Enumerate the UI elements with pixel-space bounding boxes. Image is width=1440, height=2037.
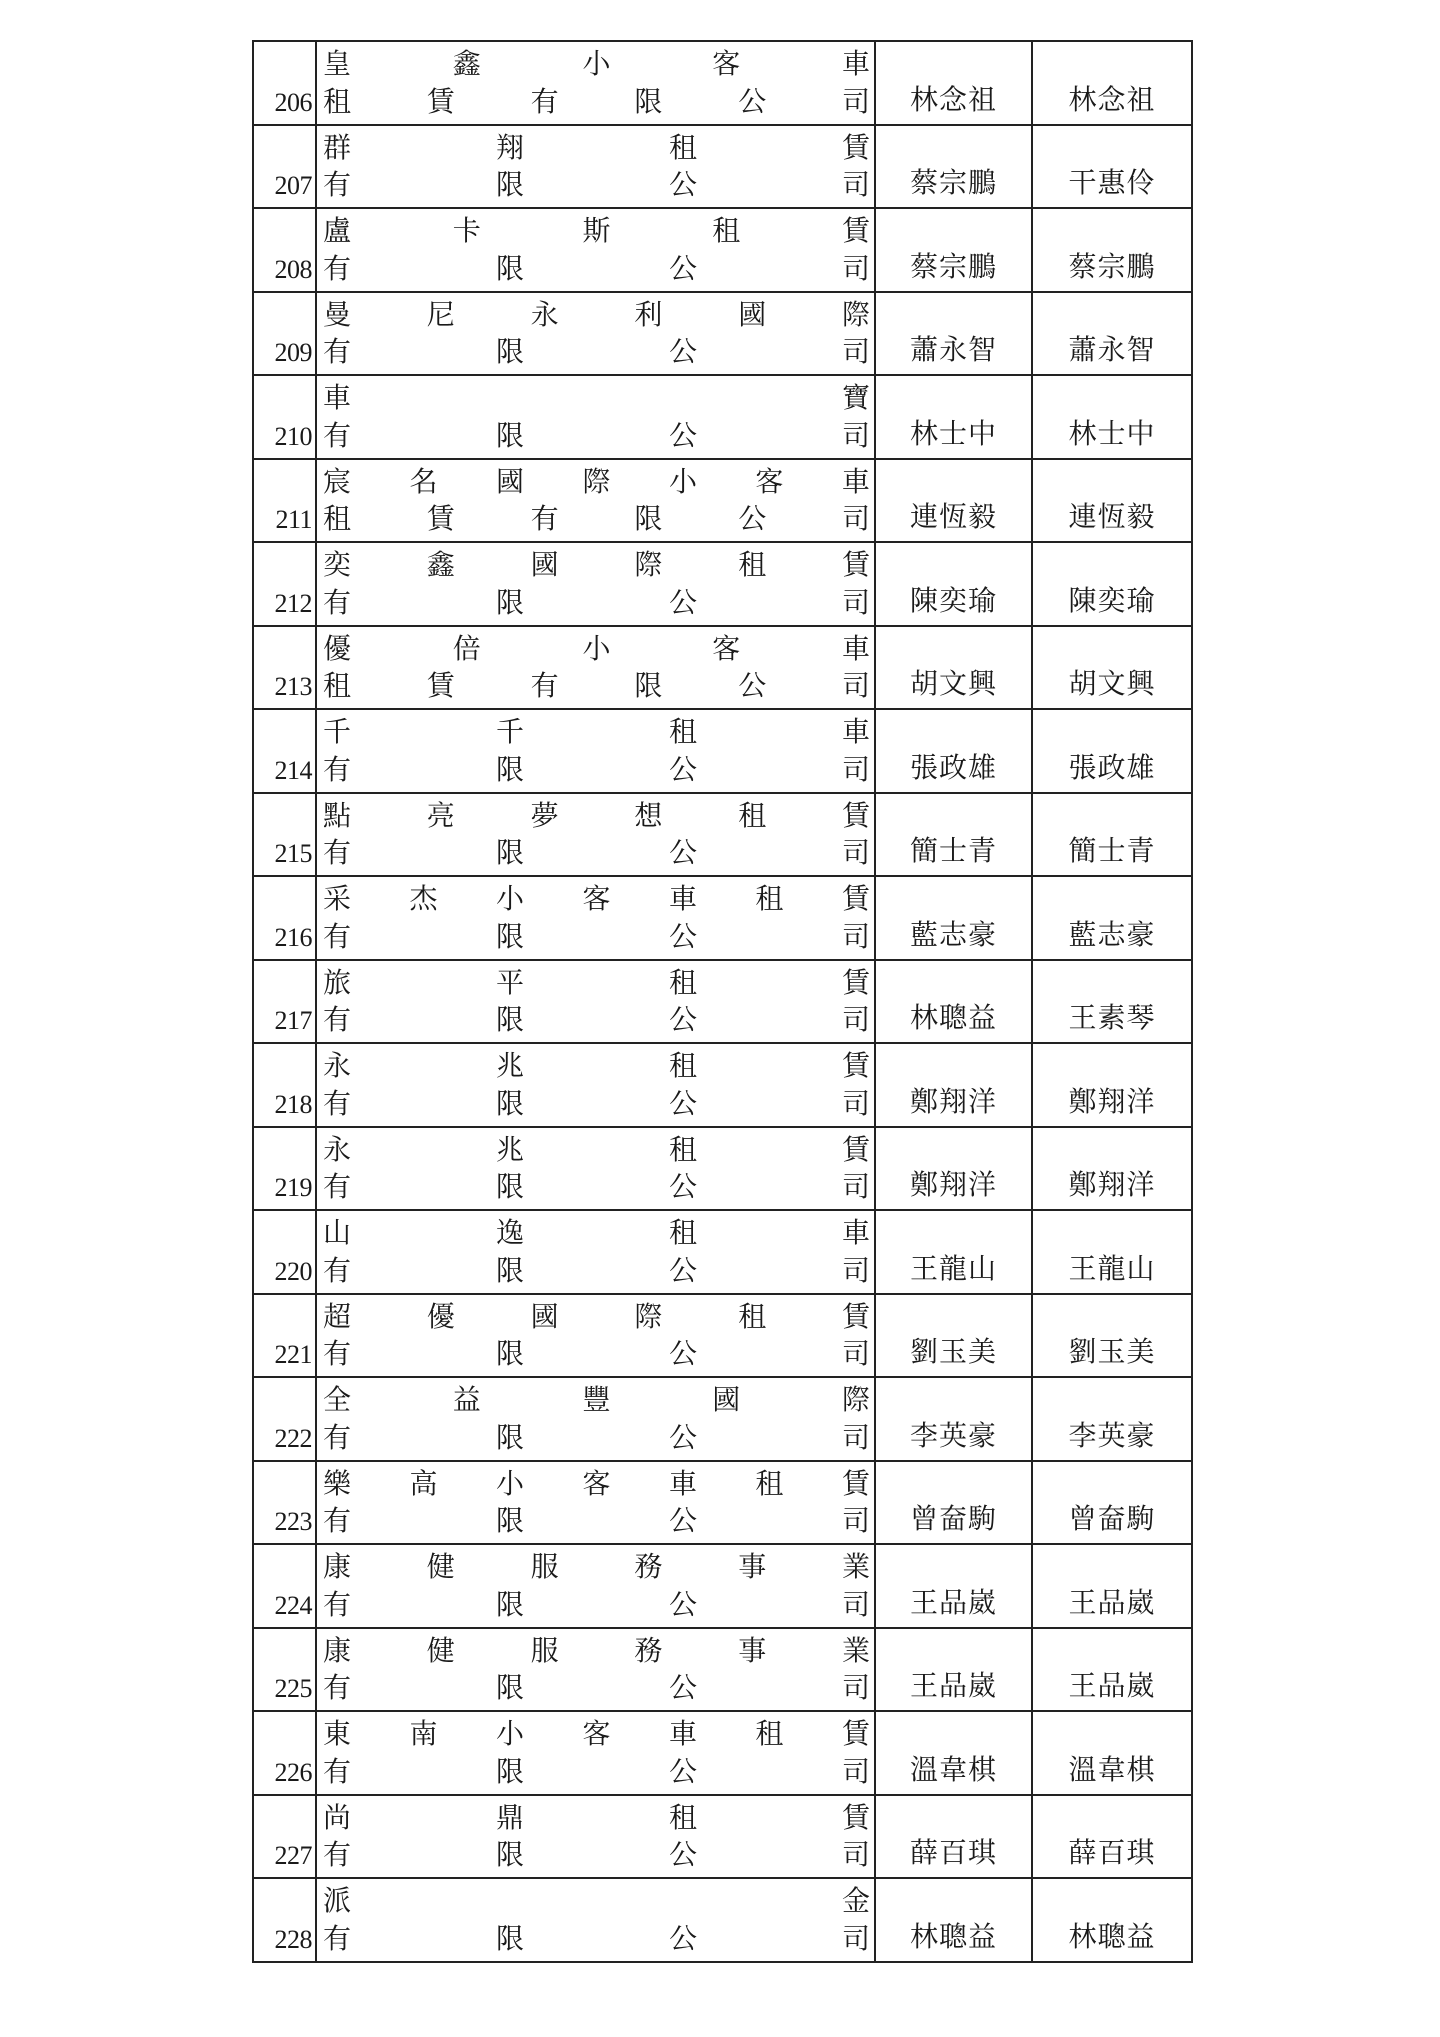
- representative-name: 曾奤駒: [876, 1462, 1033, 1544]
- company-name-line2: 有 限 公 司: [323, 585, 870, 619]
- table-row: [254, 293, 1193, 377]
- company-name: [317, 1295, 876, 1377]
- row-number: 217: [254, 961, 317, 1043]
- table-row: [254, 710, 1193, 794]
- company-name-line1: 千 千 租 車: [323, 715, 870, 748]
- table-row: [254, 1211, 1193, 1295]
- company-name-line1: 奕 鑫 國 際 租 賃: [323, 548, 870, 581]
- contact-name: 曾奤駒: [1033, 1462, 1193, 1544]
- company-name: [317, 209, 876, 291]
- row-number: 221: [254, 1295, 317, 1377]
- table-row: [254, 1128, 1193, 1212]
- company-name-line2: 有 限 公 司: [323, 1086, 870, 1120]
- table-row: [254, 877, 1193, 961]
- company-name-line2: 有 限 公 司: [323, 1504, 870, 1537]
- company-name-line2: 有 限 公 司: [323, 1838, 870, 1871]
- contact-name: 連恆毅: [1033, 460, 1193, 542]
- contact-name: 王素琴: [1033, 961, 1193, 1043]
- company-name-line2: 有 限 公 司: [323, 1337, 870, 1370]
- row-number: 209: [254, 293, 317, 375]
- table-row: [254, 1462, 1193, 1546]
- company-name: [317, 877, 876, 959]
- contact-name: 王品崴: [1033, 1629, 1193, 1711]
- representative-name: 王龍山: [876, 1211, 1033, 1293]
- company-name: [317, 1712, 876, 1794]
- representative-name: 藍志豪: [876, 877, 1033, 959]
- company-name-line1: 康 健 服 務 事 業: [323, 1550, 870, 1583]
- representative-name: 林念祖: [876, 42, 1033, 124]
- contact-name: 溫韋棋: [1033, 1712, 1193, 1794]
- representative-name: 林聰益: [876, 1879, 1033, 1961]
- company-name-line2: 有 限 公 司: [323, 1003, 870, 1036]
- row-number: 212: [254, 543, 317, 625]
- table-row: [254, 961, 1193, 1045]
- row-number: 206: [254, 42, 317, 124]
- company-name-line2: 有 限 公 司: [323, 752, 870, 786]
- table-row: [254, 627, 1193, 711]
- row-number: 223: [254, 1462, 317, 1544]
- contact-name: 林聰益: [1033, 1879, 1193, 1961]
- table-row: [254, 1545, 1193, 1629]
- company-name-line1: 超 優 國 際 租 賃: [323, 1299, 870, 1333]
- company-name: [317, 1545, 876, 1627]
- representative-name: 蔡宗鵬: [876, 209, 1033, 291]
- row-number: 225: [254, 1629, 317, 1711]
- company-name-line2: 有 限 公 司: [323, 1754, 870, 1788]
- representative-name: 王品崴: [876, 1629, 1033, 1711]
- row-number: 207: [254, 126, 317, 208]
- contact-name: 胡文興: [1033, 627, 1193, 709]
- company-name-line1: 尚 鼎 租 賃: [323, 1800, 870, 1834]
- company-name: [317, 376, 876, 458]
- contact-name: 陳奕瑜: [1033, 543, 1193, 625]
- company-name-line1: 派 金: [323, 1884, 870, 1917]
- row-number: 222: [254, 1378, 317, 1460]
- company-name-line1: 曼 尼 永 利 國 際: [323, 297, 870, 331]
- table-row: [254, 42, 1193, 126]
- company-name-line2: 有 限 公 司: [323, 919, 870, 953]
- company-name: [317, 1211, 876, 1293]
- contact-name: 薛百琪: [1033, 1796, 1193, 1878]
- row-number: 224: [254, 1545, 317, 1627]
- table-row: [254, 1044, 1193, 1128]
- company-name-line1: 皇 鑫 小 客 車: [323, 47, 870, 80]
- representative-name: 林士中: [876, 376, 1033, 458]
- representative-name: 蕭永智: [876, 293, 1033, 375]
- row-number: 218: [254, 1044, 317, 1126]
- company-name-line1: 東 南 小 客 車 租 賃: [323, 1717, 870, 1750]
- contact-name: 鄭翔洋: [1033, 1044, 1193, 1126]
- company-name-line1: 全 益 豐 國 際: [323, 1383, 870, 1416]
- company-name-line1: 永 兆 租 賃: [323, 1132, 870, 1166]
- company-name-line2: 有 限 公 司: [323, 418, 870, 452]
- company-name: [317, 627, 876, 709]
- company-name: [317, 293, 876, 375]
- company-name: [317, 1462, 876, 1544]
- representative-name: 李英豪: [876, 1378, 1033, 1460]
- company-name-line1: 群 翔 租 賃: [323, 130, 870, 164]
- table-row: [254, 126, 1193, 210]
- representative-name: 張政雄: [876, 710, 1033, 792]
- company-name: [317, 794, 876, 876]
- company-name: [317, 543, 876, 625]
- representative-name: 蔡宗鵬: [876, 126, 1033, 208]
- contact-name: 王品崴: [1033, 1545, 1193, 1627]
- table-row: [254, 1712, 1193, 1796]
- table-row: [254, 1629, 1193, 1713]
- company-name: [317, 126, 876, 208]
- contact-name: 鄭翔洋: [1033, 1128, 1193, 1210]
- company-name-line2: 有 限 公 司: [323, 1587, 870, 1621]
- row-number: 214: [254, 710, 317, 792]
- company-name-line2: 有 限 公 司: [323, 1170, 870, 1203]
- representative-name: 溫韋棋: [876, 1712, 1033, 1794]
- company-name: [317, 1378, 876, 1460]
- table-row: [254, 1295, 1193, 1379]
- contact-name: 林念祖: [1033, 42, 1193, 124]
- company-name: [317, 961, 876, 1043]
- company-name-line2: 有 限 公 司: [323, 1253, 870, 1287]
- company-name: [317, 1128, 876, 1210]
- company-name-line1: 旅 平 租 賃: [323, 965, 870, 999]
- table-row: [254, 460, 1193, 544]
- company-name-line1: 康 健 服 務 事 業: [323, 1633, 870, 1667]
- company-name-line2: 租 賃 有 限 公 司: [323, 669, 870, 702]
- row-number: 220: [254, 1211, 317, 1293]
- table-row: [254, 794, 1193, 878]
- contact-name: 干惠伶: [1033, 126, 1193, 208]
- company-name: [317, 1629, 876, 1711]
- company-name-line1: 車 寶: [323, 381, 870, 414]
- row-number: 213: [254, 627, 317, 709]
- representative-name: 劉玉美: [876, 1295, 1033, 1377]
- company-name-line2: 有 限 公 司: [323, 836, 870, 869]
- contact-name: 簡士青: [1033, 794, 1193, 876]
- company-table: [252, 40, 1193, 1963]
- company-name-line2: 租 賃 有 限 公 司: [323, 502, 870, 535]
- contact-name: 張政雄: [1033, 710, 1193, 792]
- company-name-line1: 山 逸 租 車: [323, 1216, 870, 1249]
- company-name-line1: 點 亮 夢 想 租 賃: [323, 798, 870, 832]
- representative-name: 鄭翔洋: [876, 1128, 1033, 1210]
- contact-name: 蔡宗鵬: [1033, 209, 1193, 291]
- table-row: [254, 1879, 1193, 1963]
- company-name-line2: 有 限 公 司: [323, 1921, 870, 1955]
- table-row: [254, 376, 1193, 460]
- contact-name: 李英豪: [1033, 1378, 1193, 1460]
- row-number: 227: [254, 1796, 317, 1878]
- company-name-line1: 樂 高 小 客 車 租 賃: [323, 1466, 870, 1500]
- representative-name: 王品崴: [876, 1545, 1033, 1627]
- company-name: [317, 710, 876, 792]
- row-number: 219: [254, 1128, 317, 1210]
- company-name-line2: 有 限 公 司: [323, 1420, 870, 1454]
- table-row: [254, 1796, 1193, 1880]
- company-name-line1: 采 杰 小 客 車 租 賃: [323, 882, 870, 915]
- company-name: [317, 1879, 876, 1961]
- company-name-line2: 有 限 公 司: [323, 335, 870, 368]
- row-number: 210: [254, 376, 317, 458]
- representative-name: 陳奕瑜: [876, 543, 1033, 625]
- company-name: [317, 1796, 876, 1878]
- row-number: 211: [254, 460, 317, 542]
- row-number: 228: [254, 1879, 317, 1961]
- company-name-line2: 有 限 公 司: [323, 251, 870, 285]
- row-number: 216: [254, 877, 317, 959]
- row-number: 208: [254, 209, 317, 291]
- company-name: [317, 460, 876, 542]
- company-name-line2: 租 賃 有 限 公 司: [323, 84, 870, 118]
- company-name-line1: 優 倍 小 客 車: [323, 631, 870, 665]
- representative-name: 連恆毅: [876, 460, 1033, 542]
- contact-name: 藍志豪: [1033, 877, 1193, 959]
- company-name-line2: 有 限 公 司: [323, 168, 870, 201]
- company-name: [317, 1044, 876, 1126]
- row-number: 226: [254, 1712, 317, 1794]
- representative-name: 鄭翔洋: [876, 1044, 1033, 1126]
- company-name-line1: 永 兆 租 賃: [323, 1049, 870, 1082]
- representative-name: 薛百琪: [876, 1796, 1033, 1878]
- company-name-line2: 有 限 公 司: [323, 1671, 870, 1704]
- table-row: [254, 1378, 1193, 1462]
- contact-name: 劉玉美: [1033, 1295, 1193, 1377]
- contact-name: 蕭永智: [1033, 293, 1193, 375]
- contact-name: 王龍山: [1033, 1211, 1193, 1293]
- representative-name: 簡士青: [876, 794, 1033, 876]
- company-name-line1: 盧 卡 斯 租 賃: [323, 214, 870, 247]
- table-row: [254, 543, 1193, 627]
- company-name-line1: 宸 名 國 際 小 客 車: [323, 464, 870, 498]
- company-name: [317, 42, 876, 124]
- contact-name: 林士中: [1033, 376, 1193, 458]
- representative-name: 胡文興: [876, 627, 1033, 709]
- row-number: 215: [254, 794, 317, 876]
- representative-name: 林聰益: [876, 961, 1033, 1043]
- table-row: [254, 209, 1193, 293]
